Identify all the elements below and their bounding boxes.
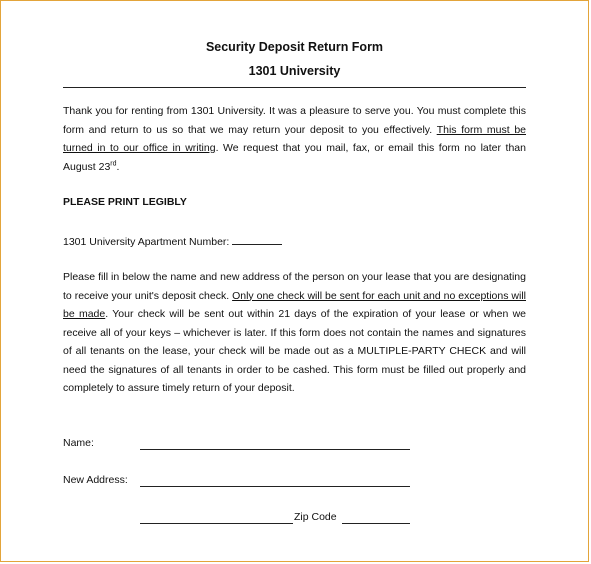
print-legibly-heading: PLEASE PRINT LEGIBLY [63,196,187,208]
intro-underlined-text: This form must be turned in to our office in writing [63,123,526,154]
instructions-text-a: Please fill in below the name and new address of the person on your lease that you are designating to receive your unit's deposit check. [63,271,526,302]
apartment-number-row [63,234,282,248]
intro-text-d: . [116,160,120,173]
date-suffix: rd [110,160,117,167]
intro-text-a: Thank you for renting from 1301 University. It was a pleasure to serve you. You must complete this form and return to us so that we may return your deposit to you effectively. [63,105,526,136]
zip-code-label: Zip Code [294,511,337,523]
intro-text-c: . We request that you mail, fax, or email this form no later than August 23 [63,142,526,173]
intro-paragraph [63,102,526,176]
name-field-line[interactable] [140,449,410,450]
apartment-number-label: 1301 University Apartment Number: [63,236,233,248]
address-field-line[interactable] [140,486,410,487]
name-label: Name: [63,437,94,449]
instructions-underlined-text: Only one check will be sent for each unit and no exceptions will be made [63,289,526,320]
address-label: New Address: [63,474,128,486]
form-title: Security Deposit Return Form [205,40,384,54]
instructions-text-c: . Your check will be sent out within 21 days of the expiration of your lease or when we receive all of your keys – whichever is later. If this form does not contain the names and signatures of all tenants on the lease, your check will be made out as a MULTIPLE-PARTY CHECK and will need the signatures of all tenants in order to be cashed. This form must be filled out properly and completely to assure timely return of your deposit. [63,308,526,394]
zip-code-field-line[interactable] [342,523,410,524]
apartment-number-blank[interactable] [232,234,282,245]
title-divider [63,87,526,88]
city-state-field-line[interactable] [140,523,293,524]
instructions-paragraph [63,268,526,398]
form-subtitle: 1301 University [248,64,341,78]
